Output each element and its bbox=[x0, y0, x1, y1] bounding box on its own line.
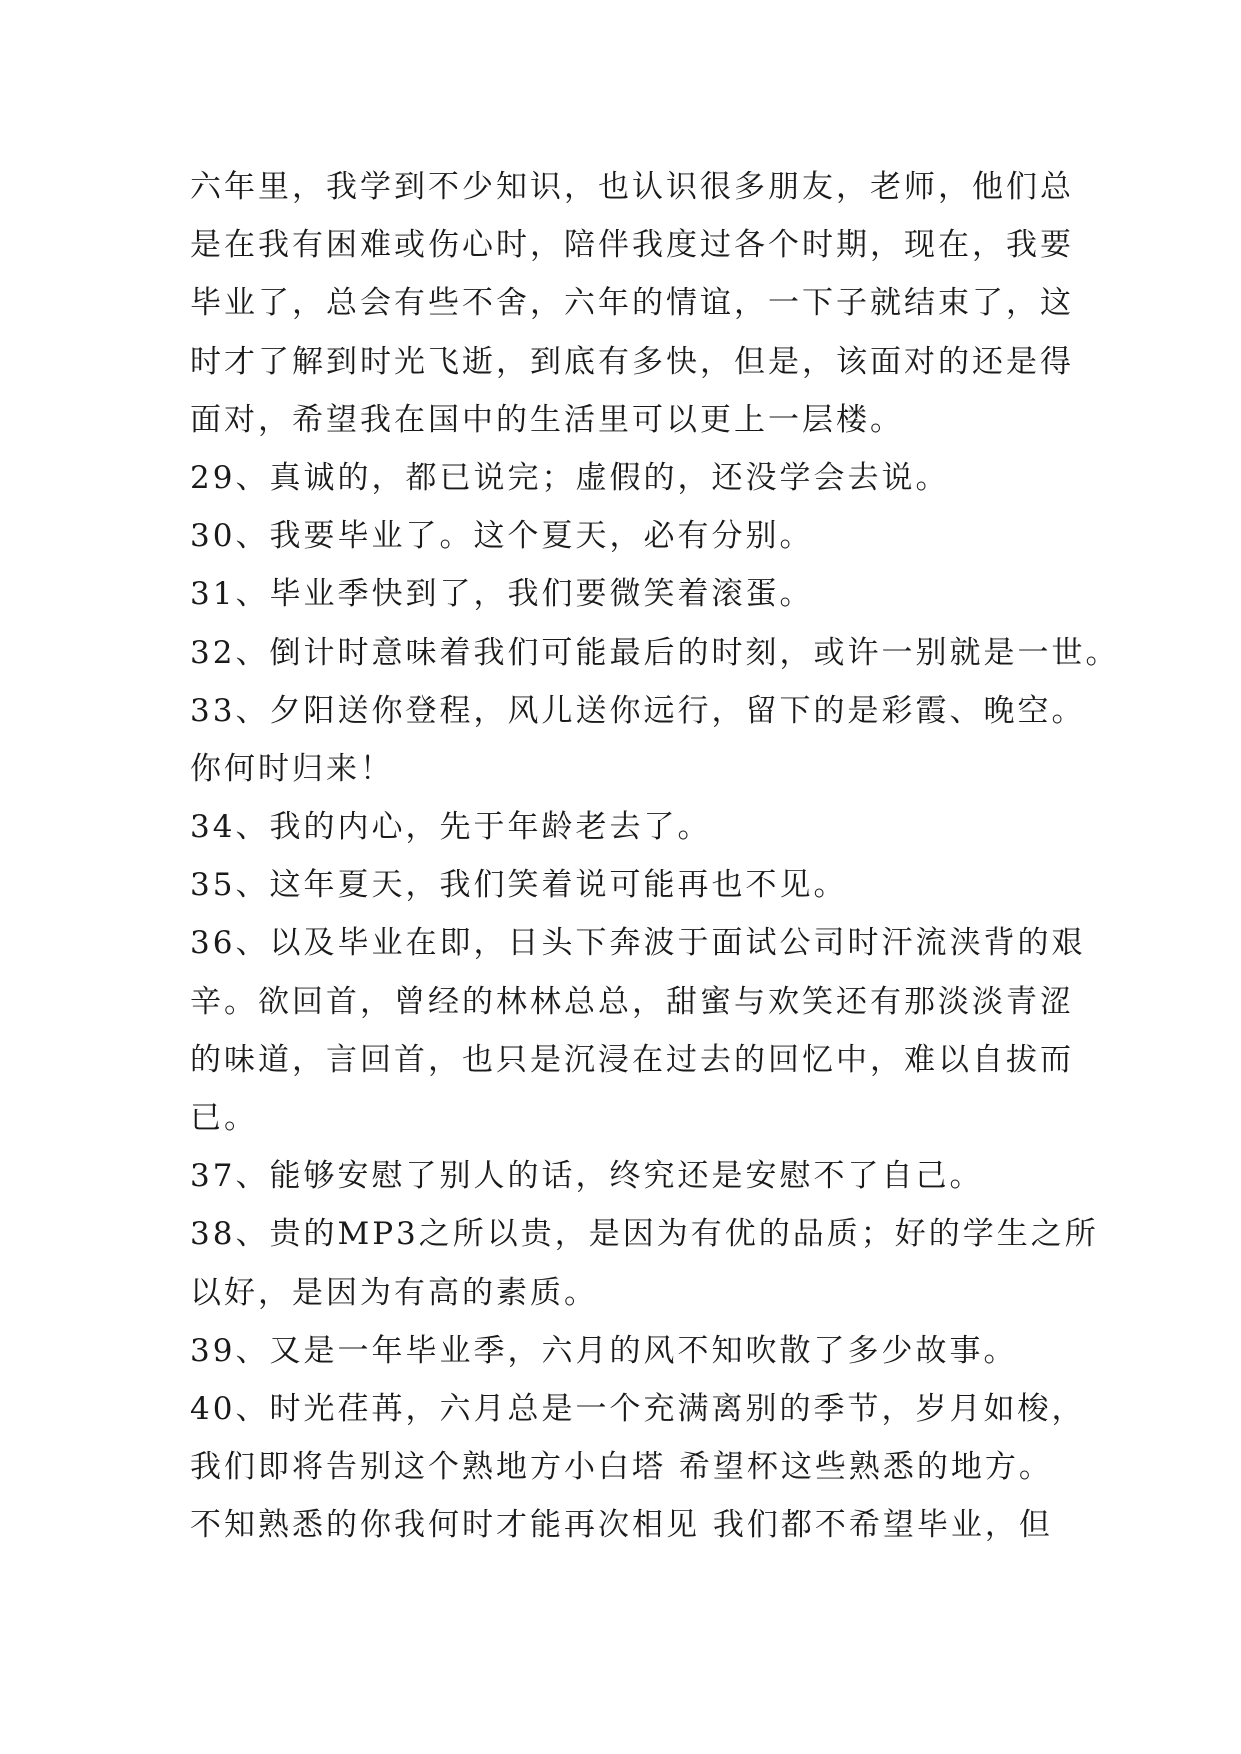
text-line: 35、这年夏天，我们笑着说可能再也不见。 bbox=[190, 867, 848, 904]
text-line: 毕业了，总会有些不舍，六年的情谊，一下子就结束了，这 bbox=[190, 285, 1074, 322]
text-line: 29、真诚的，都已说完；虚假的，还没学会去说。 bbox=[190, 459, 950, 496]
text-line: 六年里，我学到不少知识，也认识很多朋友，老师，他们总 bbox=[190, 169, 1074, 205]
text-line: 是在我有困难或伤心时，陪伴我度过各个时期，现在，我要 bbox=[190, 227, 1074, 264]
text-line: 30、我要毕业了。这个夏天，必有分别。 bbox=[190, 518, 814, 555]
text-line: 不知熟悉的你我何时才能再次相见 我们都不希望毕业，但 bbox=[190, 1507, 1053, 1544]
text-line: 你何时归来！ bbox=[190, 750, 394, 787]
text-line: 以好，是因为有高的素质。 bbox=[190, 1274, 598, 1311]
document-body bbox=[190, 158, 1120, 1555]
text-line: 37、能够安慰了别人的话，终究还是安慰不了自己。 bbox=[190, 1158, 984, 1195]
text-line: 33、夕阳送你登程，风儿送你远行，留下的是彩霞、晚空。 bbox=[190, 692, 1086, 729]
text-line: 的味道，言回首，也只是沉浸在过去的回忆中，难以自拔而 bbox=[190, 1041, 1074, 1078]
text-line: 我们即将告别这个熟地方小白塔 希望杯这些熟悉的地方。 bbox=[190, 1449, 1053, 1486]
text-line: 36、以及毕业在即，日头下奔波于面试公司时汗流浃背的艰 bbox=[190, 925, 1086, 962]
text-line: 38、贵的MP3之所以贵，是因为有优的品质；好的学生之所 bbox=[190, 1216, 1099, 1253]
text-line: 39、又是一年毕业季，六月的风不知吹散了多少故事。 bbox=[190, 1332, 1018, 1369]
text-line: 40、时光荏苒，六月总是一个充满离别的季节，岁月如梭， bbox=[190, 1390, 1086, 1427]
text-line: 已。 bbox=[190, 1100, 258, 1136]
text-line: 时才了解到时光飞逝，到底有多快，但是，该面对的还是得 bbox=[190, 343, 1074, 380]
text-line: 32、倒计时意味着我们可能最后的时刻，或许一别就是一世。 bbox=[190, 634, 1120, 671]
text-line: 辛。欲回首，曾经的林林总总，甜蜜与欢笑还有那淡淡青涩 bbox=[190, 983, 1074, 1020]
text-line: 面对，希望我在国中的生活里可以更上一层楼。 bbox=[190, 401, 904, 438]
text-line: 31、毕业季快到了，我们要微笑着滚蛋。 bbox=[190, 576, 814, 613]
text-line: 34、我的内心，先于年龄老去了。 bbox=[190, 809, 712, 846]
